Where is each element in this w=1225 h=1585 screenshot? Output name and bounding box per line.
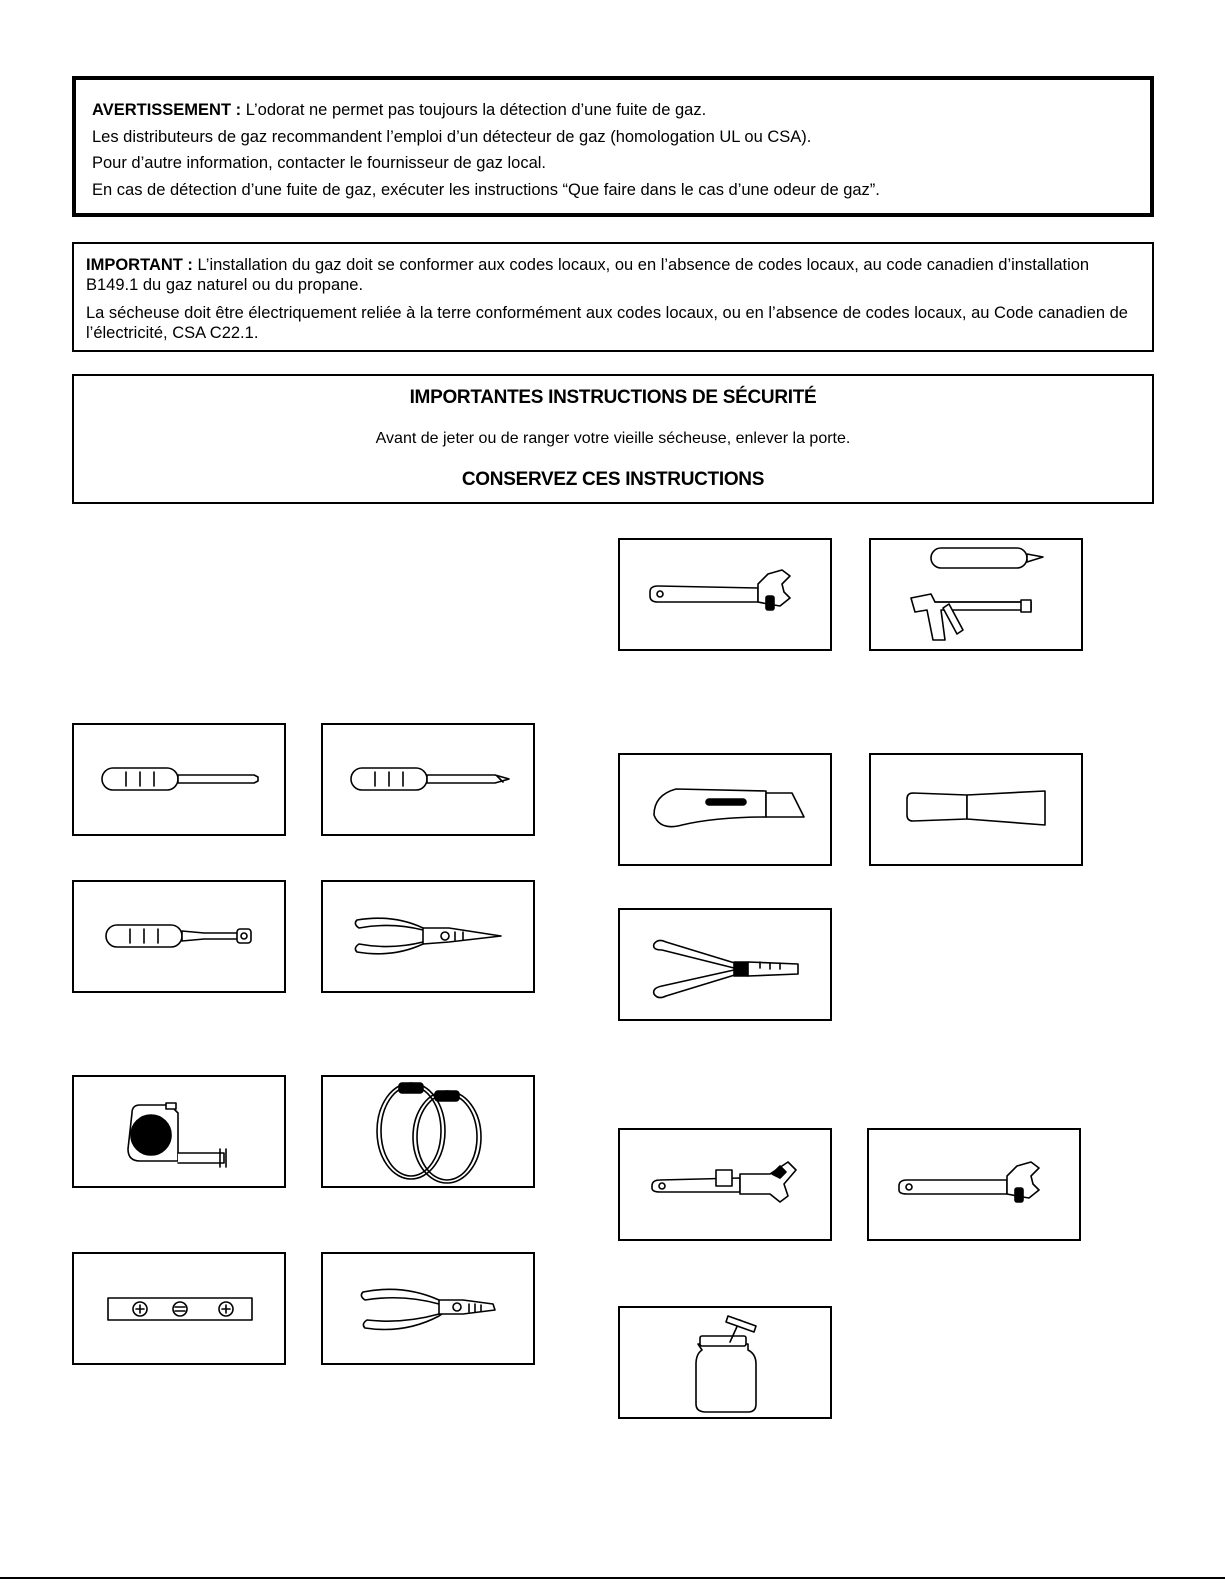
important-lead: IMPORTANT : [86,256,193,274]
adjustable-wrench-icon [869,1130,1079,1239]
safety-title: IMPORTANTES INSTRUCTIONS DE SÉCURITÉ [409,387,817,408]
phillips-screwdriver-icon [323,725,533,834]
putty-knife-icon [871,755,1081,864]
duct-clamps-icon [323,1077,533,1186]
safety-text: Avant de jeter ou de ranger votre vieille sécheuse, enlever la porte. [375,430,851,447]
tool-tin-snips [321,880,535,993]
tool-pipe-wrench [618,1128,832,1241]
tool-phillips-screwdriver [321,723,535,836]
tool-wire-stripper [618,908,832,1021]
flat-screwdriver-icon [74,725,284,834]
level-icon [74,1254,284,1363]
tape-measure-icon [74,1077,284,1186]
utility-knife-icon [620,755,830,864]
tool-utility-knife [618,753,832,866]
tool-putty-knife [869,753,1083,866]
pliers-icon [323,1254,533,1363]
warning-line-4: En cas de détection d’une fuite de gaz, exécuter les instructions “Que faire dans le cas d’une odeur de gaz”. [92,180,880,199]
safety-instructions-box [72,374,1154,504]
tool-pliers [321,1252,535,1365]
important-box [72,242,1154,352]
pipe-wrench-icon [620,1130,830,1239]
warning-line-3: Pour d’autre information, contacter le fournisseur de gaz local. [92,154,546,172]
important-paragraph-2: La sécheuse doit être électriquement reliée à la terre conformément aux codes locaux, ou en l’absence de codes locaux, au Code canadien de l’électricité, CSA C22.1. [86,304,1128,342]
tool-caulking-gun [869,538,1083,651]
page-bottom-rule [0,1577,1225,1579]
adjustable-wrench-icon [620,540,830,649]
nut-driver-icon [74,882,284,991]
tool-level [72,1252,286,1365]
tool-nut-driver [72,880,286,993]
tool-flat-screwdriver [72,723,286,836]
warning-text-1: L’odorat ne permet pas toujours la détection d’une fuite de gaz. [241,101,707,119]
tool-duct-clamps [321,1075,535,1188]
wire-stripper-icon [620,910,830,1019]
warning-lead: AVERTISSEMENT : [92,101,242,119]
warning-line-2: Les distributeurs de gaz recommandent l’emploi d’un détecteur de gaz (homologation UL ou CSA). [92,127,812,146]
tool-adjustable-wrench-2 [867,1128,1081,1241]
warning-box [72,76,1154,217]
tool-adjustable-wrench [618,538,832,651]
tool-tape-measure [72,1075,286,1188]
important-text-1: L’installation du gaz doit se conformer aux codes locaux, ou en l’absence de codes locaux, au code canadien d’installation B149.1 du gaz naturel ou du propane. [86,256,1090,294]
important-paragraph-1 [86,255,1140,295]
safety-footer: CONSERVEZ CES INSTRUCTIONS [461,469,765,490]
caulking-gun-icon [871,540,1081,649]
pipe-compound-icon [620,1308,830,1417]
tin-snips-icon [323,882,533,991]
tool-pipe-compound [618,1306,832,1419]
warning-line-1 [92,97,1135,124]
